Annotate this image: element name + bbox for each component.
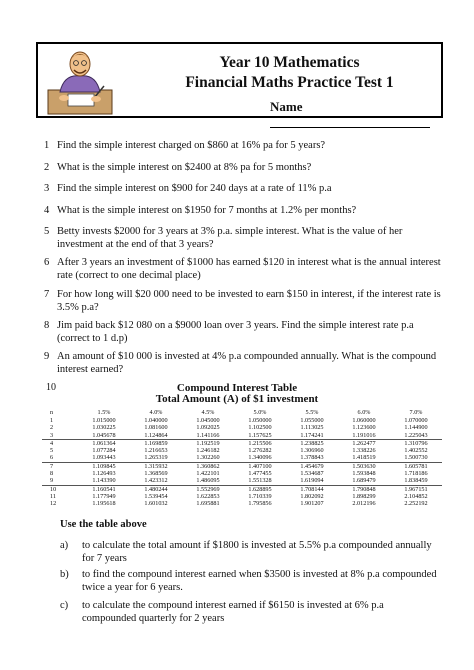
part-a — [60, 539, 440, 565]
question-2 — [44, 161, 444, 174]
amount-cell: 1.310796 — [390, 439, 442, 447]
amount-cell: 1.500730 — [404, 454, 428, 462]
question-1 — [44, 139, 444, 152]
amount-cell: 1.695881 — [196, 500, 220, 508]
question-number: 5 — [44, 226, 50, 237]
table-header-row — [42, 408, 442, 417]
page-subtitle: Financial Maths Practice Test 1 — [185, 74, 394, 91]
table-row — [42, 485, 442, 493]
question-number: 3 — [44, 183, 50, 194]
amount-cell: 1.418519 — [352, 454, 376, 462]
question-8 — [44, 319, 444, 345]
part-text: to find the compound interest earned when $3500 is invested at 8% p.a compounded twice a year for 6 years. — [82, 569, 437, 593]
part-label: a) — [60, 540, 69, 551]
period-cell: 1 — [50, 417, 54, 424]
amount-cell: 1.191016 — [352, 431, 376, 439]
amount-cell: 1.539454 — [144, 492, 168, 500]
amount-cell: 1.169859 — [130, 439, 182, 447]
name-label: Name — [270, 99, 303, 114]
amount-cell: 1.718186 — [404, 470, 428, 478]
amount-cell: 1.552969 — [182, 485, 234, 493]
amount-cell: 1.480244 — [130, 485, 182, 493]
question-text: What is the simple interest on $1950 for 7 months at 1.2% per months? — [57, 205, 357, 216]
amount-cell: 1.113025 — [300, 424, 324, 432]
amount-cell: 1.423312 — [144, 477, 168, 485]
amount-cell: 1.486095 — [196, 477, 220, 485]
column-header-rate: 1.5% — [97, 408, 111, 416]
amount-cell: 1.050000 — [248, 417, 272, 424]
amount-cell: 1.802092 — [300, 492, 324, 500]
amount-cell: 1.360862 — [182, 462, 234, 470]
period-cell: 6 — [50, 454, 54, 462]
table-title: Compound Interest Table — [176, 382, 298, 394]
amount-cell: 1.402552 — [404, 447, 428, 455]
amount-cell: 1.195618 — [92, 500, 116, 508]
amount-cell: 1.174241 — [300, 431, 324, 439]
amount-cell: 1.265319 — [144, 454, 168, 462]
amount-cell: 1.216653 — [144, 447, 168, 455]
table-body — [42, 417, 442, 508]
period-cell: 5 — [50, 447, 54, 455]
amount-cell: 1.901207 — [300, 500, 324, 508]
amount-cell: 1.092025 — [196, 424, 220, 432]
amount-cell: 1.898299 — [352, 492, 376, 500]
period-cell: 7 — [42, 462, 78, 470]
part-label: c) — [60, 600, 69, 611]
table-subtitle: Total Amount (A) of $1 investment — [155, 393, 319, 405]
amount-cell: 1.143390 — [92, 477, 116, 485]
question-number: 6 — [44, 257, 50, 268]
amount-cell: 1.315932 — [130, 462, 182, 470]
amount-cell: 1.077284 — [92, 447, 116, 455]
amount-cell: 1.225043 — [404, 431, 428, 439]
amount-cell: 1.795856 — [248, 500, 272, 508]
amount-cell: 1.081600 — [144, 424, 168, 432]
amount-cell: 1.141166 — [196, 431, 220, 439]
page-title: Year 10 Mathematics — [219, 54, 360, 71]
part-b — [60, 568, 440, 594]
table-row — [42, 462, 442, 470]
question-text: Jim paid back $12 080 on a $9000 loan over 3 years. Find the simple interest rate p.a (correct to 1 d.p) — [57, 320, 414, 344]
amount-cell: 1.262477 — [338, 439, 390, 447]
question-text: Find the simple interest charged on $860 at 16% pa for 5 years? — [57, 140, 326, 151]
period-cell: 12 — [50, 500, 57, 508]
table-row — [42, 493, 442, 500]
question-6 — [44, 256, 444, 282]
amount-cell: 1.503630 — [338, 462, 390, 470]
question-number: 4 — [44, 205, 50, 216]
column-header-rate: 5.5% — [305, 408, 319, 416]
amount-cell: 1.605781 — [390, 462, 442, 470]
amount-cell: 1.306960 — [300, 447, 324, 455]
amount-cell: 1.790848 — [338, 485, 390, 493]
amount-cell: 2.252192 — [404, 500, 428, 508]
amount-cell: 1.126493 — [92, 470, 116, 478]
table-row — [42, 447, 442, 454]
amount-cell: 1.967151 — [390, 485, 442, 493]
amount-cell: 1.838459 — [404, 477, 428, 485]
question-number: 7 — [44, 289, 50, 300]
amount-cell: 1.422101 — [196, 470, 220, 478]
question-text: An amount of $10 000 is invested at 4% p.a compounded annually. What is the compound interest earned? — [57, 351, 437, 375]
period-cell: 3 — [50, 431, 54, 439]
question-number-10: 10 — [46, 382, 56, 393]
question-text: Find the simple interest on $900 for 240 days at a rate of 11% p.a — [57, 183, 332, 194]
amount-cell: 1.070000 — [404, 417, 428, 424]
table-row — [42, 454, 442, 462]
table-row — [42, 439, 442, 447]
amount-cell: 1.030225 — [92, 424, 116, 432]
column-header-rate: 6.0% — [357, 408, 371, 416]
amount-cell: 1.215506 — [234, 439, 286, 447]
amount-cell: 1.124864 — [144, 431, 168, 439]
question-text: For how long will $20 000 need to be invested to earn $150 in interest, if the interest rate is 3.5% p.a? — [57, 289, 441, 313]
amount-cell: 1.619094 — [300, 477, 324, 485]
question-5 — [44, 225, 444, 251]
amount-cell: 1.061364 — [78, 439, 130, 447]
amount-cell: 1.246182 — [196, 447, 220, 455]
question-text: Betty invests $2000 for 3 years at 3% p.a. simple interest. What is the value of her investment at the end of that 3 years? — [57, 226, 403, 250]
name-underline — [270, 115, 430, 128]
test-header — [36, 42, 443, 118]
period-cell: 2 — [50, 424, 54, 432]
table-row — [42, 500, 442, 507]
amount-cell: 2.104852 — [404, 492, 428, 500]
question-text: What is the simple interest on $2400 at 8% pa for 5 months? — [57, 162, 312, 173]
question-9 — [44, 350, 444, 376]
period-cell: 11 — [50, 492, 56, 500]
column-header-rate: 5.0% — [253, 408, 267, 416]
amount-cell: 1.123600 — [352, 424, 376, 432]
table-row — [42, 424, 442, 431]
column-header-rate: 7.0% — [409, 408, 423, 416]
amount-cell: 1.015000 — [92, 417, 116, 424]
amount-cell: 1.340096 — [248, 454, 272, 462]
amount-cell: 1.045000 — [196, 417, 220, 424]
teacher-clipart-icon — [46, 46, 114, 116]
amount-cell: 1.102500 — [248, 424, 272, 432]
amount-cell: 1.378843 — [300, 454, 324, 462]
table-row — [42, 477, 442, 485]
amount-cell: 1.477455 — [248, 470, 272, 478]
question-3 — [44, 182, 444, 195]
question-number: 8 — [44, 320, 50, 331]
name-field[interactable] — [270, 99, 441, 132]
question-text: After 3 years an investment of $1000 has earned $120 in interest what is the annual interest rate (correct to one decimal place) — [57, 257, 441, 281]
amount-cell: 1.593848 — [352, 470, 376, 478]
amount-cell: 1.144900 — [404, 424, 428, 432]
amount-cell: 1.368569 — [144, 470, 168, 478]
instruction-heading: Use the table above — [60, 519, 147, 530]
amount-cell: 1.628895 — [234, 485, 286, 493]
amount-cell: 1.622853 — [196, 492, 220, 500]
column-header-rate: 4.5% — [201, 408, 215, 416]
table-row — [42, 417, 442, 424]
amount-cell: 1.276282 — [248, 447, 272, 455]
amount-cell: 1.708144 — [286, 485, 338, 493]
part-label: b) — [60, 569, 69, 580]
part-c — [60, 599, 440, 625]
amount-cell: 1.060000 — [352, 417, 376, 424]
amount-cell: 1.192519 — [182, 439, 234, 447]
question-number: 9 — [44, 351, 50, 362]
amount-cell: 1.710339 — [248, 492, 272, 500]
amount-cell: 1.407100 — [234, 462, 286, 470]
amount-cell: 1.157625 — [248, 431, 272, 439]
amount-cell: 1.055000 — [300, 417, 324, 424]
part-text: to calculate the total amount if $1800 is invested at 5.5% p.a compounded annually for 7 years — [82, 540, 432, 564]
amount-cell: 1.093443 — [92, 454, 116, 462]
amount-cell: 1.454679 — [286, 462, 338, 470]
amount-cell: 1.109845 — [78, 462, 130, 470]
amount-cell: 1.040000 — [144, 417, 168, 424]
table-row — [42, 470, 442, 477]
amount-cell: 1.160541 — [78, 485, 130, 493]
amount-cell: 1.551328 — [248, 477, 272, 485]
amount-cell: 1.045678 — [92, 431, 116, 439]
amount-cell: 1.338226 — [352, 447, 376, 455]
question-7 — [44, 288, 444, 314]
question-4 — [44, 204, 444, 217]
period-cell: 4 — [42, 439, 78, 447]
amount-cell: 2.012196 — [352, 500, 376, 508]
amount-cell: 1.534687 — [300, 470, 324, 478]
amount-cell: 1.689479 — [352, 477, 376, 485]
amount-cell: 1.601032 — [144, 500, 168, 508]
amount-cell: 1.302260 — [196, 454, 220, 462]
column-header-n: n — [50, 408, 54, 416]
amount-cell: 1.177949 — [92, 492, 116, 500]
column-header-rate: 4.0% — [149, 408, 163, 416]
amount-cell: 1.238825 — [286, 439, 338, 447]
period-cell: 9 — [50, 477, 54, 485]
table-row — [42, 432, 442, 440]
period-cell: 8 — [50, 470, 54, 478]
period-cell: 10 — [42, 485, 78, 493]
question-number: 2 — [44, 162, 50, 173]
compound-interest-table — [42, 408, 442, 508]
part-text: to calculate the compound interest earned if $6150 is invested at 6% p.a compounded quarterly for 2 years — [82, 600, 384, 624]
question-number: 1 — [44, 140, 50, 151]
